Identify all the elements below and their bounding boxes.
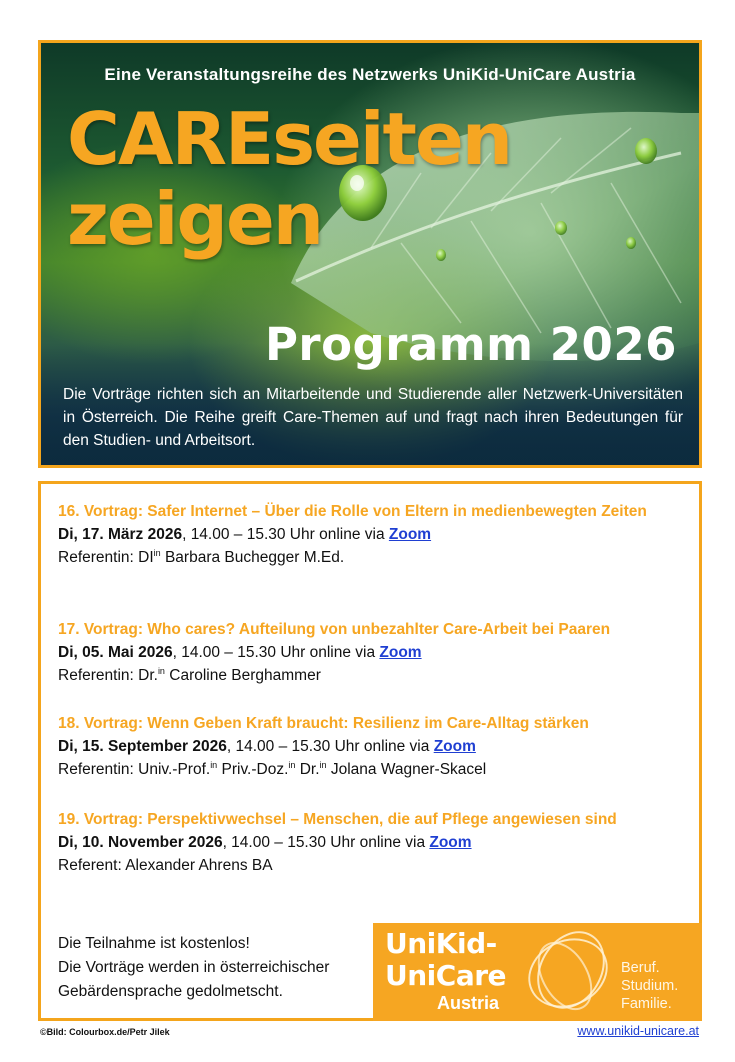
image-credit: ©Bild: Colourbox.de/Petr Jilek [40,1027,170,1037]
slogan-line-2: Studium. [621,978,679,994]
speaker-title-suffix: in [157,665,165,676]
website-link[interactable]: www.unikid-unicare.at [577,1024,699,1038]
speaker-title-suffix: in [210,759,218,770]
zoom-link[interactable]: Zoom [429,834,472,851]
talk-title: 16. Vortrag: Safer Internet – Über die Rolle von Eltern in medienbewegten Zeiten [58,503,647,520]
talk-time: , 14.00 – 15.30 Uhr online via [182,526,389,543]
talk-time: , 14.00 – 15.30 Uhr online via [222,834,430,851]
talk-date-line [58,641,679,664]
talk-speaker: Referent: Alexander Ahrens BA [58,857,273,874]
logo-swirl-icon [523,928,613,1018]
talk-date: Di, 05. Mai 2026 [58,644,173,661]
logo-line-3: Austria [437,993,500,1013]
speaker-title-suffix: in [153,547,161,558]
logo-slogan [621,959,678,1013]
intro-text: Die Vorträge richten sich an Mitarbeitende und Studierende aller Netzwerk-Universitäten in Österreich. Die Reihe greift Care-Themen auf und fragt nach ihren Bedeutungen für den Studien- und Arbeitsort. [63,386,683,449]
speaker-title: Referentin: DI [58,549,154,566]
note-line-2: Die Vorträge werden in österreichischer [58,959,330,976]
talk-17 [58,618,679,687]
talk-date-line [58,735,679,758]
talk-19 [58,808,679,877]
speaker-title-suffix-3: in [319,759,327,770]
speaker-name: Jolana Wagner-Skacel [326,761,487,778]
talk-time: , 14.00 – 15.30 Uhr online via [226,738,434,755]
program-heading: Programm 2026 [264,318,677,371]
talk-18 [58,712,679,781]
talk-16 [58,500,679,569]
talk-title: 19. Vortrag: Perspektivwechsel – Menschen, die auf Pflege angewiesen sind [58,811,617,828]
zoom-link[interactable]: Zoom [379,644,422,661]
speaker-title: Referentin: Dr. [58,667,158,684]
title-line-1: CAREseiten [67,97,512,181]
speaker-name: Caroline Berghammer [164,667,321,684]
talk-title: 17. Vortrag: Who cares? Aufteilung von unbezahlter Care-Arbeit bei Paaren [58,621,611,638]
speaker-name: Barbara Buchegger M.Ed. [160,549,345,566]
slogan-line-1: Beruf. [621,960,660,976]
logo-line-1: UniKid- [385,927,497,960]
talk-date: Di, 17. März 2026 [58,526,183,543]
speaker-title-suffix-2: in [288,759,296,770]
zoom-link[interactable]: Zoom [388,526,432,543]
header-banner [38,40,702,468]
talk-date-line [58,523,679,546]
title-line-2: zeigen [67,177,323,261]
participation-note [58,932,329,1004]
talk-date-line [58,831,679,854]
unikid-unicare-logo [373,923,702,1021]
note-line-1: Die Teilnahme ist kostenlos! [58,935,250,952]
series-subtitle: Eine Veranstaltungsreihe des Netzwerks UniKid-UniCare Austria [104,65,636,84]
zoom-link[interactable]: Zoom [433,738,476,755]
talk-speaker [58,758,679,781]
speaker-title-3: Dr. [295,761,320,778]
talk-date: Di, 10. November 2026 [58,834,223,851]
talk-date: Di, 15. September 2026 [58,738,227,755]
talk-speaker [58,546,679,569]
logo-line-2: UniCare [385,959,507,992]
talk-speaker [58,664,679,687]
speaker-title-2: Priv.-Doz. [217,761,289,778]
talk-time: , 14.00 – 15.30 Uhr online via [172,644,380,661]
note-line-3: Gebärdensprache gedolmetscht. [58,983,283,1000]
slogan-line-3: Familie. [621,996,672,1012]
talk-title: 18. Vortrag: Wenn Geben Kraft braucht: Resilienz im Care-Alltag stärken [58,715,589,732]
speaker-title: Referentin: Univ.-Prof. [58,761,211,778]
